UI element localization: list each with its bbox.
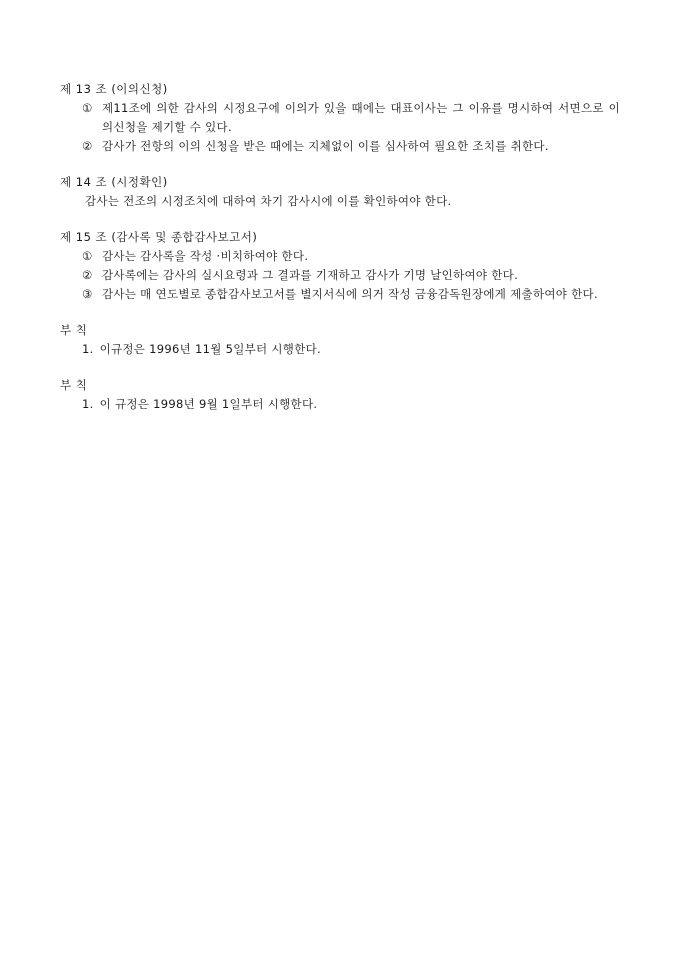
clause: [60, 137, 620, 156]
article-heading: 제 15 조 (감사록 및 종합감사보고서): [60, 230, 258, 244]
article-body: 감사는 전조의 시정조치에 대하여 차기 감사시에 이를 확인하여야 한다.: [85, 194, 452, 208]
clause: [60, 247, 620, 266]
supplement-text: 이규정은 1996년 11월 5일부터 시행한다.: [99, 342, 321, 356]
article-13: [60, 80, 620, 156]
supplement-heading: 부 칙: [60, 378, 88, 392]
article-14: [60, 173, 620, 211]
supplement-number: 1.: [82, 397, 94, 411]
clause: [60, 266, 620, 285]
clause-number: ②: [82, 139, 93, 153]
clause-number: ③: [82, 287, 93, 301]
clause-number: ②: [82, 268, 93, 282]
clause-text: 제11조에 의한 감사의 시정요구에 이의가 있을 때에는 대표이사는 그 이유를 명시하여 서면으로 이의신청을 제기할 수 있다.: [102, 101, 620, 134]
clause-text: 감사는 감사록을 작성 ·비치하여야 한다.: [102, 249, 309, 263]
clause-text: 감사는 매 연도별로 종합감사보고서를 별지서식에 의거 작성 금융감독원장에게 제출하여야 한다.: [102, 287, 598, 301]
clause-number: ①: [82, 249, 93, 263]
supplement-text: 이 규정은 1998년 9월 1일부터 시행한다.: [99, 397, 318, 411]
clause: [60, 285, 620, 304]
article-heading: 제 14 조 (시정확인): [60, 175, 168, 189]
article-heading: 제 13 조 (이의신청): [60, 82, 168, 96]
clause-text: 감사가 전항의 이의 신청을 받은 때에는 지체없이 이를 심사하여 필요한 조치를 취한다.: [102, 139, 549, 153]
supplement-heading: 부 칙: [60, 323, 88, 337]
article-15: [60, 228, 620, 304]
clause: [60, 99, 620, 137]
supplement-number: 1.: [82, 342, 94, 356]
supplement-item: [60, 395, 620, 414]
supplement-item: [60, 340, 620, 359]
clause-text: 감사록에는 감사의 실시요령과 그 결과를 기재하고 감사가 기명 날인하여야 한다.: [102, 268, 519, 282]
supplementary-provision-1: [60, 321, 620, 359]
supplementary-provision-2: [60, 376, 620, 414]
clause-number: ①: [82, 101, 93, 115]
